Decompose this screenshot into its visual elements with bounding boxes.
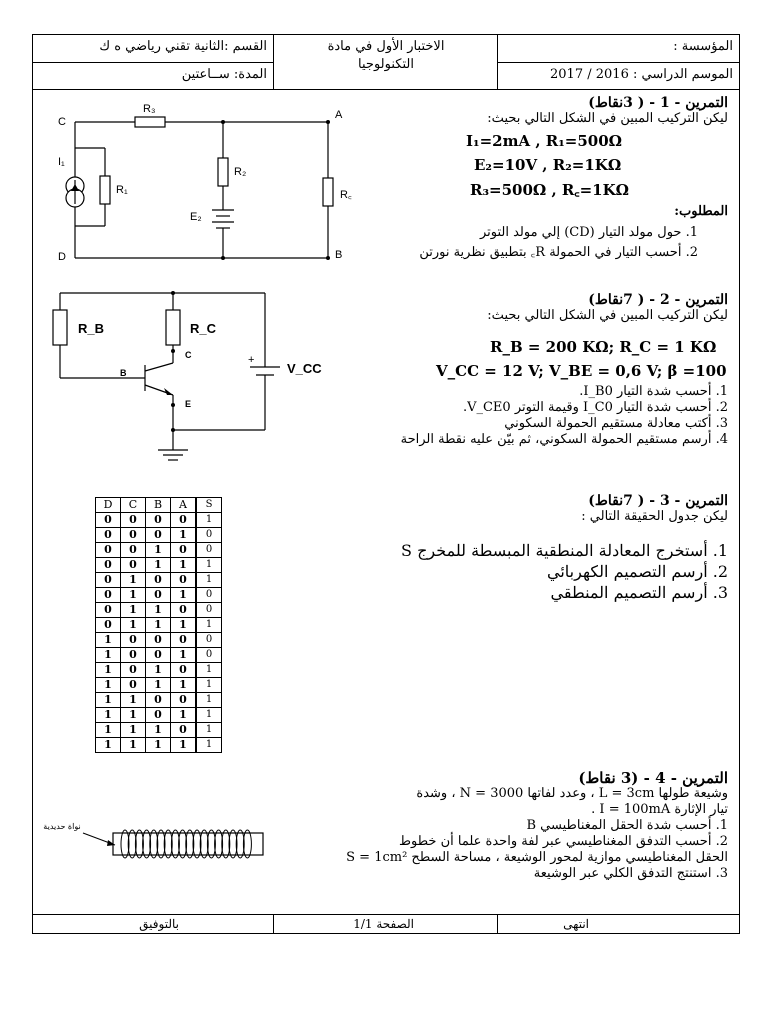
table-cell: 1	[146, 603, 171, 618]
class-label: القسم :الثانية تقني رياضي ه ك	[99, 39, 267, 54]
table-cell: 1	[121, 693, 146, 708]
table-cell: 0	[171, 723, 197, 738]
table-row	[96, 558, 222, 573]
r3-label: R₃	[143, 103, 156, 115]
table-cell: 0	[96, 528, 121, 543]
table-cell: 0	[196, 633, 222, 648]
table-cell: 1	[171, 618, 197, 633]
institution-label: المؤسسة :	[673, 39, 733, 54]
ex1-question-1: 1. حول مولد التيار (CD) إلي مولد التوتر	[479, 225, 698, 240]
table-row	[96, 588, 222, 603]
table-cell: 0	[171, 663, 197, 678]
table-cell: 1	[146, 678, 171, 693]
table-cell: 0	[146, 648, 171, 663]
truth-table-header-s: S	[196, 498, 222, 513]
table-cell: 0	[196, 648, 222, 663]
emitter-label: E	[185, 399, 192, 409]
table-cell: 1	[196, 678, 222, 693]
ex3-question-3: 3. أرسم التصميم المنطقي	[550, 583, 728, 602]
table-row	[96, 573, 222, 588]
ex4-question-3: 3. استنتج التدفق الكلي عبر الوشيعة	[533, 866, 728, 881]
ex2-question-1: 1. أحسب شدة التيار I_B0.	[579, 384, 728, 399]
ex1-required: المطلوب:	[674, 204, 728, 219]
exercise-1-title: التمرين - 1 - ( 3نقاط)	[588, 95, 728, 111]
truth-table	[95, 497, 222, 753]
table-row	[96, 528, 222, 543]
table-cell: 0	[146, 693, 171, 708]
table-cell: 1	[121, 738, 146, 753]
ex2-question-4: 4. أرسم مستقيم الحمولة السكوني، ثم بيّن عليه نقطة الراحة	[400, 432, 728, 447]
table-cell: 1	[171, 678, 197, 693]
table-cell: 1	[146, 723, 171, 738]
e2-label: E₂	[190, 211, 202, 223]
ex2-transistor-circuit	[40, 285, 330, 470]
table-row	[96, 708, 222, 723]
exercise-4-title: التمرين - 4 - (3 نقاط)	[578, 769, 728, 787]
ex2-question-3: 3. أكتب معادلة مستقيم الحمولة السكوني	[504, 416, 728, 431]
table-cell: 1	[196, 723, 222, 738]
table-cell: 1	[146, 738, 171, 753]
exercise-1-intro: ليكن التركيب المبين في الشكل التالي بحيث:	[487, 111, 728, 126]
footer-end: انتهى	[563, 917, 589, 931]
table-row	[96, 513, 222, 528]
vcc-label: V_CC	[287, 361, 322, 376]
table-cell: 1	[121, 573, 146, 588]
table-cell: 0	[96, 513, 121, 528]
table-cell: 0	[121, 513, 146, 528]
ex4-question-1: 1. أحسب شدة الحقل المغناطيسي B	[526, 818, 728, 833]
table-cell: 1	[96, 723, 121, 738]
truth-table-header-c: C	[121, 498, 146, 513]
table-cell: 1	[171, 708, 197, 723]
node-b-label: B	[335, 249, 343, 261]
footer-wish: بالتوفيق	[139, 917, 179, 931]
ex1-eq2: E₂=10V , R₂=1KΩ	[474, 156, 622, 174]
table-cell: 1	[196, 513, 222, 528]
table-cell: 1	[196, 693, 222, 708]
table-cell: 1	[121, 723, 146, 738]
table-cell: 0	[196, 588, 222, 603]
table-cell: 1	[171, 528, 197, 543]
exercise-3-intro: ليكن جدول الحقيقة التالي :	[581, 509, 728, 524]
table-cell: 0	[121, 663, 146, 678]
ex1-eq3: R₃=500Ω , R꜀=1KΩ	[470, 181, 629, 199]
table-cell: 1	[121, 618, 146, 633]
subject: التكنولوجيا	[358, 57, 414, 72]
table-cell: 0	[171, 543, 197, 558]
table-row	[96, 663, 222, 678]
rb-label: R_B	[78, 321, 105, 336]
table-cell: 0	[196, 543, 222, 558]
ex4-question-2b: الحقل المغناطيسي موازية لمحور الوشيعة ، مساحة السطح S = 1cm²	[346, 850, 728, 865]
table-row	[96, 738, 222, 753]
duration-label: المدة: ســاعتين	[181, 67, 267, 82]
ex4-question-2: 2. أحسب التدفق المغناطيسي عبر لفة واحدة علما أن خطوط	[399, 834, 728, 849]
table-cell: 0	[146, 528, 171, 543]
table-cell: 0	[96, 603, 121, 618]
table-cell: 1	[96, 663, 121, 678]
table-cell: 1	[171, 738, 197, 753]
table-row	[96, 543, 222, 558]
table-cell: 0	[146, 633, 171, 648]
table-cell: 0	[171, 603, 197, 618]
table-cell: 0	[196, 603, 222, 618]
table-row	[96, 633, 222, 648]
table-cell: 0	[121, 543, 146, 558]
table-cell: 0	[196, 528, 222, 543]
exam-header	[32, 34, 740, 90]
vcc-plus-label: +	[248, 354, 255, 366]
table-cell: 0	[96, 588, 121, 603]
ex3-question-2: 2. أرسم التصميم الكهربائي	[547, 562, 728, 581]
table-cell: 0	[146, 708, 171, 723]
truth-table-header	[96, 498, 222, 513]
truth-table-header-d: D	[96, 498, 121, 513]
school-year: الموسم الدراسي : 2016 / 2017	[550, 67, 733, 82]
table-cell: 0	[146, 513, 171, 528]
table-cell: 1	[121, 708, 146, 723]
table-cell: 1	[196, 558, 222, 573]
table-row	[96, 648, 222, 663]
exercise-1	[398, 95, 728, 127]
table-cell: 1	[96, 678, 121, 693]
exam-footer	[32, 914, 740, 934]
table-cell: 0	[121, 633, 146, 648]
ex2-question-2: 2. أحسب شدة التيار I_C0 وقيمة التوتر V_CE0.	[462, 400, 728, 415]
exercise-4	[308, 770, 728, 882]
table-cell: 0	[146, 588, 171, 603]
node-d-label: D	[58, 251, 66, 263]
i1-label: I₁	[58, 156, 65, 168]
table-cell: 1	[146, 543, 171, 558]
table-cell: 1	[96, 738, 121, 753]
table-cell: 0	[171, 693, 197, 708]
table-cell: 0	[121, 678, 146, 693]
table-row	[96, 678, 222, 693]
table-cell: 1	[96, 633, 121, 648]
exercise-2-intro: ليكن التركيب المبين في الشكل التالي بحيث:	[487, 308, 728, 323]
table-cell: 1	[121, 603, 146, 618]
rc-label: R꜀	[340, 189, 352, 201]
table-cell: 0	[171, 633, 197, 648]
base-label: B	[120, 368, 127, 378]
table-cell: 0	[121, 528, 146, 543]
table-cell: 1	[96, 708, 121, 723]
ex4-line-2: تيار الإثارة I = 100mA .	[591, 802, 728, 817]
table-cell: 1	[196, 618, 222, 633]
table-cell: 1	[171, 558, 197, 573]
ex2-eq1: R_B = 200 KΩ; R_C = 1 KΩ	[490, 338, 717, 356]
table-cell: 1	[146, 558, 171, 573]
ex2-eq2: V_CC = 12 V; V_BE = 0,6 V; β =100	[436, 362, 727, 380]
exercise-3-title: التمرين - 3 - ( 7نقاط)	[588, 493, 728, 509]
table-cell: 1	[196, 708, 222, 723]
solenoid-diagram	[75, 825, 265, 865]
exercise-2-title: التمرين - 2 - ( 7نقاط)	[588, 292, 728, 308]
r1-label: R₁	[116, 184, 128, 196]
table-cell: 1	[121, 588, 146, 603]
table-cell: 0	[121, 558, 146, 573]
table-cell: 1	[146, 663, 171, 678]
ex1-question-2: 2. أحسب التيار في الحمولة R꜀ بتطبيق نظرية نورتن	[419, 245, 698, 260]
footer-page: الصفحة 1/1	[353, 917, 414, 931]
table-cell: 0	[96, 558, 121, 573]
table-row	[96, 723, 222, 738]
table-cell: 0	[96, 543, 121, 558]
table-cell: 1	[196, 663, 222, 678]
table-row	[96, 603, 222, 618]
collector-label: C	[185, 350, 192, 360]
truth-table-header-b: B	[146, 498, 171, 513]
table-cell: 1	[171, 648, 197, 663]
rc-label-ex2: R_C	[190, 321, 217, 336]
truth-table-header-a: A	[171, 498, 197, 513]
table-cell: 0	[146, 573, 171, 588]
ex1-circuit-diagram	[40, 100, 360, 270]
table-cell: 1	[171, 588, 197, 603]
table-cell: 1	[196, 573, 222, 588]
table-cell: 1	[96, 648, 121, 663]
table-cell: 0	[121, 648, 146, 663]
ex1-eq1: I₁=2mA , R₁=500Ω	[466, 132, 623, 150]
ex3-question-1: 1. أستخرج المعادلة المنطقية المبسطة للمخرج S	[401, 541, 728, 560]
table-cell: 1	[196, 738, 222, 753]
exercise-2	[398, 292, 728, 324]
table-cell: 0	[96, 618, 121, 633]
exercise-3	[398, 493, 728, 525]
table-row	[96, 618, 222, 633]
table-cell: 0	[96, 573, 121, 588]
table-cell: 1	[96, 693, 121, 708]
table-row	[96, 693, 222, 708]
iron-core-label: نواة حديدية	[43, 822, 81, 831]
ex4-line-1: وشيعة طولها L = 3cm ، وعدد لفاتها N = 3000 ، وشدة	[416, 786, 728, 801]
exam-title: الاختبار الأول في مادة	[327, 39, 445, 54]
table-cell: 0	[171, 573, 197, 588]
node-a-label: A	[335, 109, 343, 121]
node-c-label: C	[58, 116, 66, 128]
r2-label: R₂	[234, 166, 247, 178]
table-cell: 0	[171, 513, 197, 528]
table-cell: 1	[146, 618, 171, 633]
